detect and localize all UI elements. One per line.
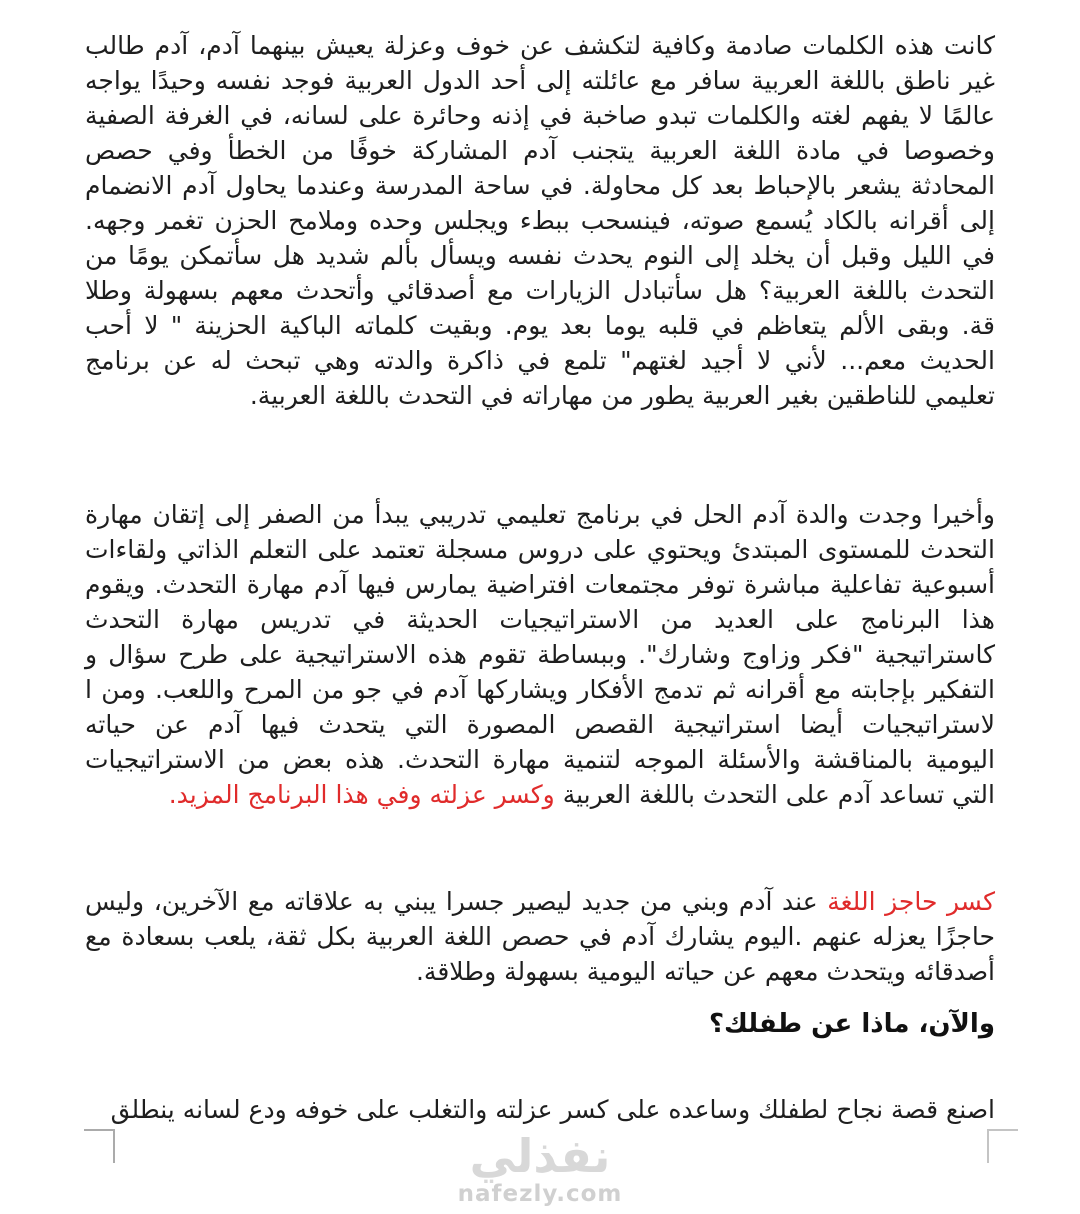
text-line [85,777,995,812]
text-line: أسبوعية تفاعلية مباشرة توفر مجتمعات افتراضية يمارس فيها آدم مهارة التحدث. ويقوم [85,570,995,599]
nafezly-domain: nafezly.com [457,1181,623,1208]
section-heading: والآن، ماذا عن طفلك؟ [708,1009,995,1039]
text-line: في الليل وقبل أن يخلد إلى النوم يحدث نفسه ويسأل بألم شديد هل سأتمكن يومًا من [85,241,995,270]
text-line: التحدث باللغة العربية؟ هل سأتبادل الزيارات مع أصدقائي وأتحدث معهم بسهولة وطلا [85,276,995,305]
text-line: عالمًا لا يفهم لغته والكلمات تبدو صاخبة في إذنه وحائرة على لسانه، في الغرفة الصفية [85,101,995,130]
text-segment: التي تساعد آدم على التحدث باللغة العربية [554,780,995,809]
text-line: كانت هذه الكلمات صادمة وكافية لتكشف عن خوف وعزلة يعيش بينهما آدم، آدم طالب [85,31,995,60]
text-line: وخصوصا في مادة اللغة العربية يتجنب آدم المشاركة خوفًا من الخطأ وفي حصص [85,136,995,165]
text-line: التفكير بإجابته مع أقرانه ثم تدمج الأفكار ويشاركها آدم في جو من المرح واللعب. ومن ا [85,675,995,704]
document-page [85,28,995,1127]
text-line: غير ناطق باللغة العربية سافر مع عائلته إلى أحد الدول العربية فوجد نفسه وحيدًا يواجه [85,66,995,95]
text-line: المحادثة يشعر بالإحباط بعد كل محاولة. في ساحة المدرسة وعندما يحاول آدم الانضمام [85,171,995,200]
paragraph-call-to-action [85,1092,995,1127]
text-segment: عند آدم وبني من جديد ليصير جسرا يبني به علاقاته مع الآخرين، وليس [85,887,828,916]
highlighted-red-text: وكسر عزلته وفي هذا البرنامج المزيد. [168,780,555,809]
textbox-corner-handle-right [987,1129,1018,1163]
text-line: الحديث معم... لأني لا أجيد لغتهم" تلمع في ذاكرة والدته وهي تبحث له عن برنامج [85,346,995,375]
text-line: إلى أقرانه بالكاد يُسمع صوته، فينسحب ببطء ويجلس وحده وملامح الحزن تغمر وجهه. [85,206,995,235]
text-line: التحدث للمستوى المبتدئ ويحتوي على دروس مسجلة تعتمد على التعلم الذاتي ولقاءات [85,535,995,564]
text-line: لاستراتيجيات أيضا استراتيجية القصص المصورة التي يتحدث فيها آدم عن حياته [85,710,995,739]
highlighted-red-text: كسر حاجز اللغة [827,887,996,916]
nafezly-logo: نفذلي [469,1129,611,1183]
paragraph-intro [85,28,995,413]
text-line: أصدقائه ويتحدث معهم عن حياته اليومية بسهولة وطلاقة. [415,957,995,986]
text-line: وأخيرا وجدت والدة آدم الحل في برنامج تعليمي تدريبي يبدأ من الصفر إلى إتقان مهارة [85,500,995,529]
text-line [85,884,995,919]
text-line: اصنع قصة نجاح لطفلك وساعده على كسر عزلته والتغلب على خوفه ودع لسانه ينطلق [110,1095,995,1124]
text-line: حاجزًا يعزله عنهم .اليوم يشارك آدم في حصص اللغة العربية بكل ثقة، يلعب بسعادة مع [85,922,995,951]
text-line: تعليمي للناطقين بغير العربية يطور من مهاراته في التحدث باللغة العربية. [249,381,995,410]
text-line: هذا البرنامج على العديد من الاستراتيجيات الحديثة في تدريس مهارة التحدث [85,605,995,634]
watermark [0,1129,1080,1208]
paragraph-program [85,497,995,812]
text-line: كاستراتيجية "فكر وزاوج وشارك". وببساطة تقوم هذه الاستراتيجية على طرح سؤال و [85,640,995,669]
text-line: قة. وبقى الألم يتعاظم في قلبه يوما بعد يوم. وبقيت كلماته الباكية الحزينة " لا أحب [85,311,995,340]
paragraph-result [85,884,995,989]
textbox-corner-handle-left [84,1129,115,1163]
text-line: اليومية بالمناقشة والأسئلة الموجه لتنمية مهارة التحدث. هذه بعض من الاستراتيجيات [85,745,995,774]
